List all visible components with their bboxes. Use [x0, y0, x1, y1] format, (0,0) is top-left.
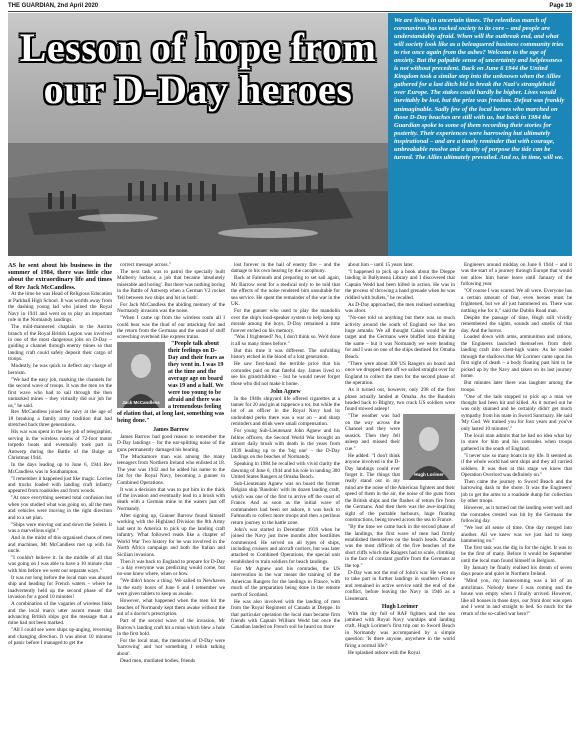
paragraph: He saw first-hand the terrible price that his comrades paid on that fateful day. James lived to see his grandchildren – but he would never forget those who did not make it home. [231, 361, 340, 387]
paragraph: Modestly, he was quick to deflect any charge of heroism. [8, 363, 112, 376]
paragraph: As it turned out, however, only 298 of the first phase actually landed at Omaha. As the Baudoin headed back to Blighty, two crack US soldiers were found stowed asleep! [345, 387, 455, 413]
paragraph: lost forever in the hail of enemy fire – and the damage to his own hearing by the cacophony. [231, 262, 340, 275]
paragraph: At the time he was Head of Religious Education at Parkhall High School. It was worlds away from the dashing young lad who joined the Royal Navy in 1941 and went on to play an important role in the Normandy landings. [8, 291, 112, 324]
paragraph: "When I came up from the wireless room all I could hear was the thud of our attacking fire and the return from the Germans and the sound of stuff screeching overhead like express trains. [117, 315, 225, 341]
portrait-photo [403, 414, 455, 480]
paragraph: It was a decision that was to put him in the thick of the invasion and eventually lead to a brush with death with a German mine in the waters just off Normandy. [117, 486, 225, 512]
article-column-5 [461, 262, 572, 732]
paragraph: Engineers around midday on June 6 1944 – and it was the start of a journey through Europe that would not allow him home leave until January of the following year. [461, 262, 572, 288]
paragraph: As D-Day approached, the men realised something was afoot. [345, 301, 455, 315]
photo-caption: Jack McCandless [122, 399, 160, 405]
paragraph: D-Day was not the end of John's war. He went on to take part in further landings in southern France and remained in active service until the end of the conflict, before leaving the Navy in 1946 as a Lieutenant. [345, 569, 455, 602]
photo-jack-mccandless [117, 342, 165, 408]
paragraph: "I remember it happened just like magic. Lorries and trucks loaded with landing craft infantry appeared from roadsides and from woods. [8, 475, 112, 495]
page-number: Page 19 [549, 3, 572, 9]
paragraph: The mild-mannered chaplain to the Antrim branch of the Royal British Legion was involved in one of the most dangerous jobs on D-Day – guiding a channel through enemy mines so that landing craft could safely deposit their cargo of troops. [8, 324, 112, 363]
paragraph: "The weather was bad on the way across the Channel and they were seasick. Then they fell asleep and missed their cue." [345, 413, 400, 452]
paragraph: He splashed ashore with the Royal [348, 649, 420, 656]
paragraph: Speaking in 1984 he recalled with vivid clarity the dawning of June 6, 1944 and his role in landing 300 United States Rangers at Omaha Beach. [231, 461, 340, 480]
paragraph: But minutes later there was laughter among the troops. [461, 380, 572, 393]
paragraph: However, as it turned out the landing went well and the comrades crested was hit by the Germans the following day. [461, 505, 572, 525]
paragraph: "I couldn't believe it. In the middle of all that was going on I was able to have a 10 minute chat with him before we went our separate ways." [8, 554, 112, 574]
paragraph: Then it was back to England to prepare for D-Day – a day everyone was predicting would come, but no-one knew where, when or how. [117, 558, 225, 578]
paragraph: Dead men, mutilated bodies, friends [120, 657, 196, 664]
paragraph: AS he sent about his business in the summer of 1984, there was little clue about the extraordinary life and times of Rev Jack McCandless. [8, 262, 112, 291]
article-column-4 [345, 262, 455, 732]
paragraph: For Mr Agnew and his comrades, the US intervention in the war meant the training of the American Rangers for the landings in France, with much of the preparation being done in the remote north of Scotland. [231, 565, 340, 598]
masthead-date: THE GUARDIAN, 2nd April 2020 [8, 3, 99, 9]
paragraph: In the days leading up to June 6, 1944 Rev McCandless was in Southampton. [8, 462, 112, 475]
portrait-photo [117, 342, 165, 408]
photo-caption: Hugh Lorimer [414, 471, 444, 477]
headline-line-1: Lesson of hope from [19, 25, 377, 70]
paragraph: For young Sub-Lieutenant John Agnew and his fellow officers, the Second World War brought an almost daily brush with death in the years from 1939 leading up to the 'big one' – the D-Day landings on the beaches of Normandy. [231, 428, 340, 461]
headline-line-2: our D-Day heroes [43, 67, 353, 112]
article-column-2 [117, 262, 225, 732]
paragraph: Loaded down with arms, ammunition and rations, the Engineers launched themselves from their landing craft into chest-high water. As he waded through the shallows that Mr Lorimer came upon his first sight of death – a body floating past him to be picked up by the Navy and taken on its last journey home. [461, 334, 572, 380]
paragraph: "One of the lads stopped to pick up a man we thought had been hit and killed. As it turned out he was only stunned and he certainly didn't get much sympathy from his mate in Sword Sanctuary. He said 'My God. We trained you for four years and you've only lasted 10 minutes'." [461, 393, 572, 432]
paragraph: With the dry full of RAF fighters and the sea jammed with Royal Navy warships and landing craft, Hugh Lorimer's first trip out to Sword Beach in Normandy was accompanied by a simple question: 'Is there anyone, anywhere in the world firing a normal life?' [345, 610, 455, 649]
paragraph: John's war started in December 1939 when he joined the Navy just three months after hostilities commenced. He served on all types of ships, including cruisers and aircraft carriers, but was later attached to Combined Operations, the special unit established to train soldiers for beach landings. [231, 526, 340, 565]
paragraph: "By the time we came back in the second phase of the landings, the first wave of men had firmly established themselves on the beach heads. Omaha was the most difficult of the five beaches of the short cliffs which the Rangers had to scale, climbing in the face of constant gunfire from the Germans at the top." [345, 524, 455, 569]
paragraph: Back at Falmouth and preparing to set sail again, Mr Barrow went for a medical only to be told that the effects of the noise rendered him unsuitable for sea service. He spent the remainder of the war in the UK. [231, 275, 340, 308]
paragraph: "Was I frightened? No, I don't think so. We'd done it all so many times before." [231, 334, 340, 347]
article-column-1 [8, 262, 112, 732]
paragraph: Despite the passage of time, Hugh still vividly remembered the sights, sounds and smells of that day. And the horror. [461, 314, 572, 334]
paragraph: And in the midst of this organised chaos of men and machines, Mr McCandless met up with his uncle. [8, 535, 112, 554]
paragraph: For the local man, the memories of D-Day were 'harrowing' and 'not something I relish talking about'. [117, 637, 225, 657]
paragraph: His war was spent in the key job of telegraphist, serving in the wireless rooms of 72-foot motor torpedo boats and eventually took part in Antwerp during the Battle of the Bulge at Christmas 1944. [8, 429, 112, 462]
paragraph: It was not long before the local man was aboard ship and heading for French waters – where he inadvertently held up the second phase of the invasion for a good 10 minutes! [8, 574, 112, 601]
paragraph: about him – until 15 years later. [348, 262, 414, 268]
standfirst-box: We are living in uncertain times. The relentless march of coronavirus has rocked society to its core – and people are understandably afraid. When will the outbreak end, and what will society look like as a beleaguered business community tries to rise once again from the ashes? Welcome to the age of anxiety. But the palpable sense of uncertainty and helplessness is not without precedent. Back on June 6 1944 the United Kingdom took a similar step into the unknown when the Allies gathered for a last ditch bid to break the Nazi's stranglehold over Europe. The stakes could hardly be higher. Lives would inevitably be lost, but the prize was freedom. Defeat was frankly unimaginable. Sadly few of the local heroes who marched on those D-Day beaches are still with us, but back in 1984 the Guardian spoke to some of them recording their stories for posterity. Their experiences were harrowing but ultimately inspirational – and are a timely reminder that with courage, unbreakable resolve and a unity of purpose the tide can be turned. The Allies ultimately prevailed. And so, in time, will we. [388, 13, 572, 256]
headline [8, 27, 388, 111]
paragraph: In the 1940s shipyard life offered cigarettes at a tanner for 20 and gin at tuppence a tot, but while the lot of an officer in the Royal Navy had its undoubted perks there was a war on – and sharp reminders and drink were small compensation. [231, 395, 340, 428]
subhead-hugh-lorimer: Hugh Lorimer [381, 603, 419, 610]
paragraph: correct message across." [120, 262, 171, 268]
paragraph: "I happened to pick up a book about the Dieppe landing in Ballymena Library and I discovered that Captain Wedd had been killed in action. He was in the process of throwing a hand grenade when he was riddled with bullets," he recalled. [345, 268, 455, 301]
paragraph: "Of course I was scared. We all were. Everyone has a certain amount of fear, even heroes must be frightened, but we all just hammered on. There was nothing else for it," said the Dublin Road man. [461, 288, 572, 314]
paragraph: However, what happened when the men hit the beaches of Normandy kept them awake without the aid of a doctor's prescription. [117, 598, 225, 618]
paragraph: "Ships were moving out and down the Solent. It was a marvellous sight." [8, 521, 112, 535]
paragraph: By January he finally realised his dream of seven days peace and quiet in Northern Ireland. [461, 564, 572, 578]
article-column-3 [231, 262, 340, 732]
paragraph: But this time it was different. The unfolding history etched in the blood of a lost generation. [231, 347, 340, 361]
paragraph: The Muckamore man was among the many teenagers from Northern Ireland who enlisted at 18. The year was 1942 and he added his name to the list for the Royal Navy, becoming a gunner in Combined Operations. [117, 453, 225, 486]
paragraph: "All I could see were ships up-anging, reversing and changing direction. It was about 10 minutes of panic before I managed to get the [8, 627, 112, 647]
paragraph: "No-one told us anything but there was so much activity around the south of England we like ten huge armada. We all thought Calais would be the target and the Germans were bluffed into thinking the same – but it was Normandy we were heading for and I was on one of the ships destined for Omaha Beach. [345, 315, 455, 360]
paragraph: The first task was the dig in for the night. It was to be the first of many. Before it would be September until the local man found himself in Belgium. [461, 544, 572, 564]
paragraph: "At once everything seemed total confusion but when you studied what was going on, all the men and vehicles were moving in the right direction and to a set plan. [8, 495, 112, 521]
paragraph: "I never saw so many boats in my life. It seemed as if the whole world had sent ships and they all carried soldiers. It was then at this stage we knew that Operation Overlord was definitely on." [461, 452, 572, 478]
paragraph: The next task was to patrol the specially built Mulberry harbour, a job that became 'absolutely miserable and boring'. But there was nothing boring in the Battle of Antwerp when a German V2 rocket 'fell between two ships and hit us both'. [117, 268, 225, 301]
subhead-james-barrow: James Barrow [153, 426, 189, 433]
header-rule [8, 11, 572, 12]
paragraph: He was also involved with the landing of men from the Royal Regiment of Canada at Dieppe. In that particular operation the local man became firm friends with Captain William Wedd but once the Canadian landed on French soil he heard no more [231, 598, 340, 631]
paragraph: James Barrow had good reason to remember the D-Day landings – for the ear-splitting noise of the guns permanently damaged his hearing. [117, 433, 225, 453]
paragraph: For Jack McCandless the abiding memory of the Normandy invasion was the noise. [117, 301, 225, 315]
hero-image [8, 13, 388, 256]
paragraph: After signing up, Gunner Barrow found himself working with the Highland Division the 8th Army had sent to America to pick up the landing craft infantry. What followed reads like a chapter of World War Two history for he was involved in the North Africa campaign and both the Italian and Sicilian invasions. [117, 512, 225, 558]
paragraph: Rev McCandless joined the navy at the age of 18 breaking a family army tradition that had stretched back three generations. [8, 409, 112, 429]
paragraph: "We didn't know a thing. We sailed to Newhaven in the early hours of June 6 and I remember we were given tablets to keep us awake. [117, 578, 225, 598]
paragraph: Sub-Lieutenant Agnew was on board the former Belgian ship 'Baudoin' with its dozen landing craft, which was one of the first to arrive off the coast of France. And as soon as the initial wave of commanders had been set ashore, it was back to Falmouth to collect more troops and then a perilous return journey to the battle zone. [231, 480, 340, 526]
paragraph: The local man admits that he had no idea what lay in store for him and his comrades when troops gathered in the south of England. [461, 432, 572, 452]
paragraph: "We lost all sense of time. One day merged into another. All we knew was we just had to keep hammering on." [461, 525, 572, 545]
paragraph: "Mind you, my homecoming was a bit of an anticlimax. Nobody knew I was coming and the house was empty when I finally arrived. However, like all houses in those days, our front door was open and I went in and straight to bed. So much for the return of the so-called war hero!" [461, 578, 572, 617]
paragraph: He added: "I don't think anyone involved in the D-Day landings could ever forget it. The things that really stand out in my mind are the noise of the American fighters and their speed of them in the air, the noise of the guns from the British ships and the flashes of return fire from the Germans. And then there was the awe-inspiring sight of the portable harbours, huge floating constructions, being towed across the sea to France. [345, 452, 455, 524]
photo-hugh-lorimer [403, 414, 455, 480]
paragraph: For the gunner who used to play the mandolin over the ship's loud-speaker system to help keep up morale among the boys, D-Day remained a time forever etched on his memory. [231, 308, 340, 334]
paragraph: Then came the journey to Sword Beach and the harrowing dash to the shore. It was the Engineers' job to get the arms to a roadside dump for collection by other troops. [461, 478, 572, 505]
paragraph: Part of the second wave of the invasion, Mr Barrow's landing craft hit a mine which blew a hole in the first hold. [117, 618, 225, 637]
paragraph: "There were about 300 US Rangers on board and once we dropped them off we sailed straight over for England to collect the men for the second phase of the operation. [345, 360, 455, 387]
paragraph: A combination of the vagaries of wireless links and the local man's utter ascent meant that advancing British ships got the message that a mine had not been marked. [8, 601, 112, 627]
paragraph: "We had the easy job, marking the channels for the second wave of troops. It was the men on the first wave who had to sail through the then unmarked mines – they virtually did our job for us," he said. [8, 376, 112, 409]
subhead-john-agnew: John Agnew [270, 388, 301, 395]
paragraph: "People talk about their feelings on D-Day and their fears as they went in. I was 19 at the time and the average age on board was 19 and a half. We were too young to be afraid and there was a tremendous feeling of elation that, at long last, something was being done." [117, 341, 225, 425]
